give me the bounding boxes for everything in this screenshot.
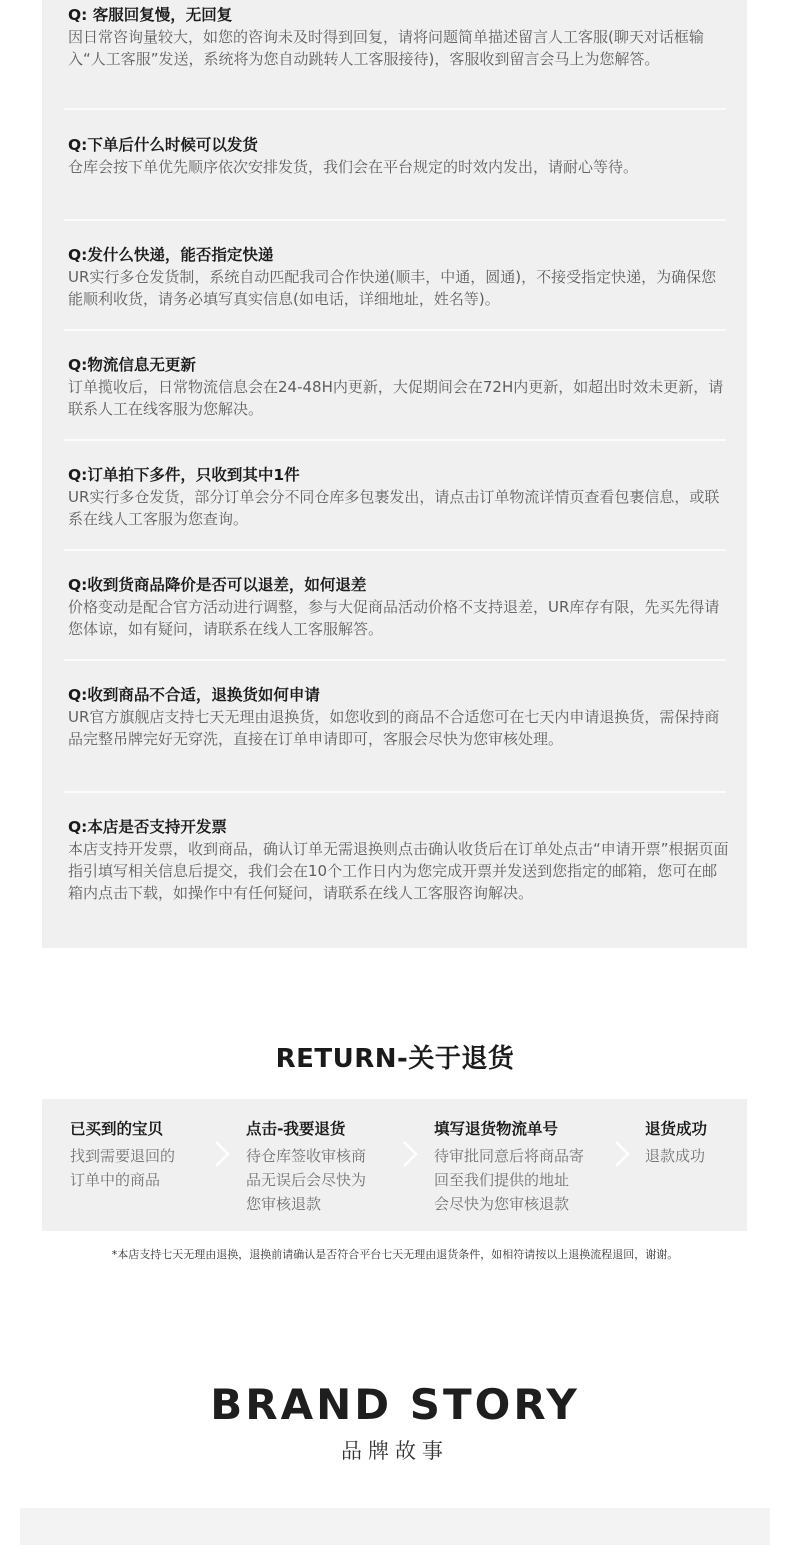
faq-item-5 bbox=[68, 464, 730, 530]
return-step-3 bbox=[434, 1117, 614, 1216]
faq-item-2 bbox=[68, 134, 730, 178]
faq-question: Q:收到商品不合适，退换货如何申请 bbox=[68, 686, 320, 704]
faq-divider bbox=[64, 791, 726, 793]
step-title: 退货成功 bbox=[645, 1120, 708, 1138]
step-title: 已买到的宝贝 bbox=[70, 1120, 164, 1138]
return-policy-note: *本店支持七天无理由退换，退换前请确认是否符合平台七天无理由退货条件，如相符请按以上退换流程退回，谢谢。 bbox=[111, 1248, 679, 1261]
faq-answer: UR实行多仓发货，部分订单会分不同仓库多包裹发出，请点击订单物流详情页查看包裹信息，或联系在线人工客服为您查询。 bbox=[68, 488, 720, 528]
faq-divider bbox=[64, 108, 726, 110]
faq-answer: 本店支持开发票，收到商品，确认订单无需退换则点击确认收货后在订单处点击“申请开票”根据页面指引填写相关信息后提交，我们会在10个工作日内为您完成开票并发送到您指定的邮箱，您可在邮箱内点击下载，如操作中有任何疑问，请联系在线人工客服咨询解决。 bbox=[68, 840, 729, 902]
return-steps-panel bbox=[42, 1099, 747, 1231]
faq-item-4 bbox=[68, 354, 730, 420]
brand-story-panel bbox=[20, 1508, 770, 1545]
step-title: 填写退货物流单号 bbox=[434, 1120, 559, 1138]
faq-answer: UR官方旗舰店支持七天无理由退换货，如您收到的商品不合适您可在七天内申请退换货，需保持商品完整吊牌完好无穿洗，直接在订单申请即可，客服会尽快为您审核处理。 bbox=[68, 708, 720, 748]
faq-answer: 价格变动是配合官方活动进行调整，参与大促商品活动价格不支持退差，UR库存有限，先买先得请您体谅，如有疑问，请联系在线人工客服解答。 bbox=[68, 598, 720, 638]
chevron-right-icon bbox=[612, 1139, 632, 1169]
faq-answer: 仓库会按下单优先顺序依次安排发货，我们会在平台规定的时效内发出，请耐心等待。 bbox=[68, 158, 639, 176]
brand-story-subtitle: 品牌故事 bbox=[341, 1439, 449, 1463]
step-description: 待审批同意后将商品寄 回至我们提供的地址 会尽快为您审核退款 bbox=[434, 1147, 585, 1213]
faq-item-3 bbox=[68, 244, 730, 310]
faq-divider bbox=[64, 439, 726, 441]
faq-divider bbox=[64, 659, 726, 661]
faq-divider bbox=[64, 329, 726, 331]
chevron-right-icon bbox=[400, 1139, 420, 1169]
faq-item-8 bbox=[68, 816, 730, 904]
faq-question: Q:发什么快递，能否指定快递 bbox=[68, 246, 274, 264]
chevron-right-icon bbox=[212, 1139, 232, 1169]
return-step-4 bbox=[645, 1117, 745, 1168]
brand-story-title: BRAND STORY bbox=[210, 1380, 580, 1429]
step-description: 找到需要退回的 订单中的商品 bbox=[70, 1147, 176, 1189]
faq-question: Q:下单后什么时候可以发货 bbox=[68, 136, 258, 154]
faq-answer: 因日常咨询量较大，如您的咨询未及时得到回复，请将问题简单描述留言人工客服(聊天对话框输入“人工客服”发送，系统将为您自动跳转人工客服接待)，客服收到留言会马上为您解答。 bbox=[68, 28, 704, 68]
step-description: 退款成功 bbox=[645, 1147, 706, 1165]
faq-question: Q:本店是否支持开发票 bbox=[68, 818, 227, 836]
step-description: 待仓库签收审核商 品无误后会尽快为 您审核退款 bbox=[246, 1147, 367, 1213]
faq-item-6 bbox=[68, 574, 730, 640]
faq-answer: UR实行多仓发货制，系统自动匹配我司合作快递(顺丰，中通，圆通)，不接受指定快递，为确保您能顺利收货，请务必填写真实信息(如电话，详细地址，姓名等)。 bbox=[68, 268, 717, 308]
return-step-2 bbox=[246, 1117, 401, 1216]
faq-panel bbox=[42, 0, 747, 948]
faq-answer: 订单揽收后，日常物流信息会在24-48H内更新，大促期间会在72H内更新，如超出时效未更新，请联系人工在线客服为您解决。 bbox=[68, 378, 724, 418]
faq-divider bbox=[64, 549, 726, 551]
faq-item-1 bbox=[68, 4, 730, 70]
return-step-1 bbox=[70, 1117, 210, 1192]
faq-question: Q:收到货商品降价是否可以退差，如何退差 bbox=[68, 576, 367, 594]
faq-question: Q:物流信息无更新 bbox=[68, 356, 196, 374]
faq-item-7 bbox=[68, 684, 730, 750]
return-section-title: RETURN-关于退货 bbox=[275, 1044, 515, 1074]
step-title: 点击-我要退货 bbox=[246, 1120, 346, 1138]
faq-question: Q:订单拍下多件，只收到其中1件 bbox=[68, 466, 300, 484]
faq-question: Q: 客服回复慢，无回复 bbox=[68, 6, 233, 24]
faq-divider bbox=[64, 219, 726, 221]
